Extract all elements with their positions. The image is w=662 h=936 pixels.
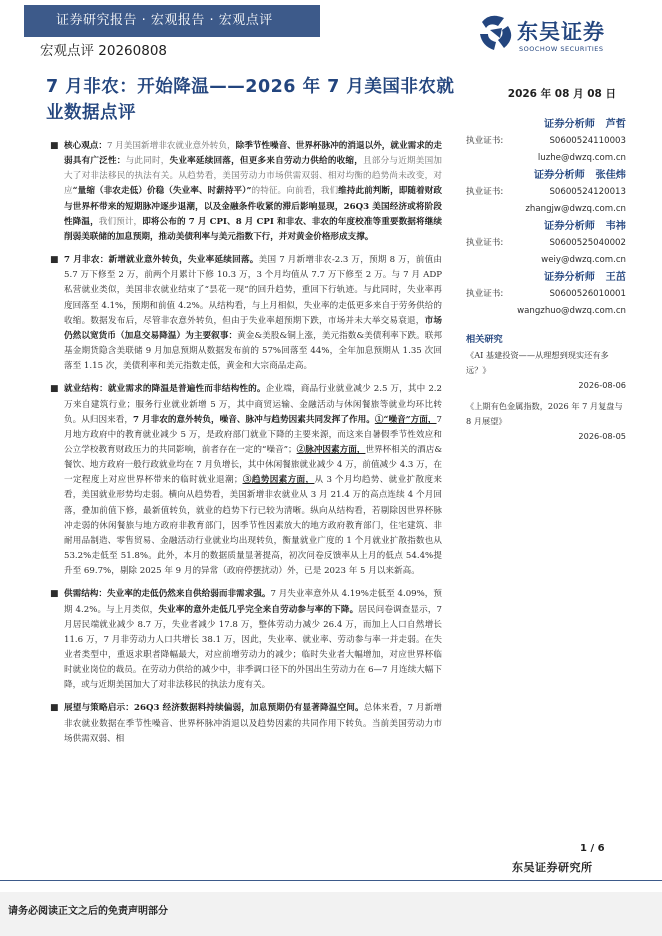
footer-disclaimer: 请务必阅读正文之后的免责声明部分 [0, 892, 662, 936]
para-bold: 即将公布的 7 月 CPI、8 月 CPI 和非农、非农的年度校准等重要数据将继续削弱美联储的加息预期，推动美债利率与美元指数下行，并对黄金价格形成支撑。 [64, 216, 442, 242]
cert-label: 执业证书: [466, 136, 504, 146]
analyst-role: 证券分析师 [544, 119, 595, 130]
side-column [466, 116, 626, 450]
cert-number: S0600525040002 [549, 238, 626, 248]
related-research-item[interactable]: 《上期有色金属指数，2026 年 7 月复盘与 8 月展望》 [466, 401, 623, 426]
para-bold: ②脉冲因素方面， [296, 444, 366, 455]
analyst-name: 张佳炜 [595, 170, 626, 181]
para-bold: 市场仍然以宽货币（加息交易降温）为主要叙事： [64, 315, 442, 341]
para-bold: 除季节性噪音、世界杯脉冲的消退以外，就业需求的走弱具有广泛性： [64, 141, 442, 167]
analyst-cert [466, 133, 626, 150]
analyst-heading [466, 218, 626, 235]
analyst-heading [466, 116, 626, 133]
analyst-email[interactable]: zhangjw@dwzq.com.cn [525, 204, 626, 214]
analyst-email[interactable]: wangzhuo@dwzq.com.cn [517, 306, 626, 316]
para-text: 总体来看，7 月新增非农就业数据在季节性噪音、世界杯脉冲消退以及趋势因素的共同作用下转负。当前美国劳动力市场供需双弱、相 [64, 703, 443, 744]
main-column [50, 139, 442, 755]
para-text: 世界杯相关的酒店&餐饮、地方政府一般行政就业均在 7 月负增长，其中休闲餐旅就业减少 4 万，前值减少 4.3 万，在一定程度上对应世界杯带来的临时就业退潮； [64, 444, 442, 486]
para-label: 供需结构：失业率的走低仍然来自供给弱而非需求强。 [64, 589, 271, 600]
company-logo [476, 10, 646, 70]
paragraph-july-nfp [50, 253, 442, 374]
square-bullet-icon: ■ [50, 589, 59, 600]
analyst-email[interactable]: weiy@dwzq.com.cn [541, 255, 626, 265]
report-title: 7 月非农：开始降温——2026 年 7 月美国非农就业数据点评 [46, 77, 455, 123]
related-research-date: 2026-08-06 [578, 380, 626, 390]
para-text: 居民问卷调查显示，7 月居民端就业减少 8.7 万，失业者减少 17.8 万，整体劳动力减少 26.4 万，而加上人口自然增长 11.6 万，7 月非劳动力人口共增长 38.1 万，因此，失业率、就业率、劳动参与率一并走弱。在失业者类型中，重返求职者降幅最大，对应前增劳动力的减少；临时失业者大幅增加，对应世界杯临时就业岗位的裁员。在劳动力供给的减少中，非季调口径下的外国出生劳动力在 6—7 月连续大幅下降，或与近期美国加大了对非法移民的执法力度有关。 [64, 604, 442, 691]
para-bold: 7 月非农的意外转负，噪音、脉冲与趋势因素共同发挥了作用。 [133, 414, 375, 425]
related-research-date: 2026-08-05 [578, 431, 626, 441]
para-text: 且部分与近期美国加大了对非法移民的执法有关。从趋势看，美国劳动力市场供需双弱、相对均衡的趋势尚未改变，对应 [64, 156, 442, 197]
cert-label: 执业证书: [466, 289, 504, 299]
para-label: 7 月非农：新增就业意外转负，失业率延续回落。 [64, 255, 259, 266]
analyst-cert [466, 286, 626, 303]
report-subcategory: 宏观点评 20260808 [40, 43, 168, 59]
cert-label: 执业证书: [466, 238, 504, 248]
analyst-heading [466, 269, 626, 286]
cert-label: 执业证书: [466, 187, 504, 197]
logo-english: SOOCHOW SECURITIES [519, 45, 604, 53]
analyst-card [466, 269, 626, 320]
cert-number: S0600526010001 [549, 289, 626, 299]
report-category-banner: 证券研究报告 · 宏观报告 · 宏观点评 [24, 5, 320, 37]
analyst-name: 芦哲 [605, 119, 626, 130]
analyst-cert [466, 184, 626, 201]
para-bold: 失业率的意外走低几乎完全来自劳动参与率的下降。 [158, 604, 359, 615]
related-research-title: 相关研究 [466, 334, 503, 345]
analyst-role: 证券分析师 [533, 170, 585, 181]
analyst-role: 证券分析师 [544, 272, 595, 283]
para-bold: 失业率延续回落，但更多来自劳动力供给的收缩， [169, 156, 364, 167]
para-bold: 维持此前判断，即随着财政与世界杯带来的短期脉冲逐步退潮，以及金融条件收紧的滞后影响显现，26Q3 美国经济或将阶段性降温， [64, 186, 442, 227]
para-text: 美国 7 月新增非农-2.3 万，预期 8 万，前值由 5.7 万下修至 2 万，前两个月累计下修 10.3 万，3 个月均值从 7.7 万下修至 2 万。与 7 月 ADP 私营就业类似，美国非农就业结束了“昙花一现”的回升趋势，重回下行轨迹。与此同时，失业率再度回落至 4.1%，预期和前值 4.2%。从结构看，与上月相似，失业率的走低更多来自于劳务供给的收缩。数据发布后，尽管非农意外转负，但由于失业率超预期下跌，市场并未大举交易衰退， [64, 255, 442, 326]
square-bullet-icon: ■ [50, 703, 59, 714]
para-label: 展望与策略启示：26Q3 经济数据料持续偏弱，加息预期仍有显著降温空间。 [64, 703, 364, 714]
square-bullet-icon: ■ [50, 384, 59, 395]
analyst-name: 王茁 [605, 272, 626, 283]
paragraph-core-view [50, 139, 442, 245]
paragraph-employment-structure [50, 382, 442, 579]
logo-name: 东吴证券 [517, 20, 605, 44]
analyst-cert [466, 235, 626, 252]
para-text: 从 3 个月均趋势、就业扩散度来看，美国就业形势均走弱。横向从趋势看，美国新增非农就业从 3 月 21.4 万的高点连续 4 个月回落，叠加前值下修，最新值转负，就业的趋势下行已较为清晰。纵向从结构看，若剔除因世界杯脉冲走弱的休闲餐旅与地方政府非教育部门，因季节性因素放大的地方政府教育部门，住宅建筑、非耐用品制造、零售贸易、金融活动行业就业均出现转负，衡量就业广度的 1 个月就业扩散指数也从 53.2%走低至 51.8%。此外，本月的数据质量显著提高，初次问卷反馈率从上月的低点 54.4%提升至 69.7%，剔除 2025 年 9 月的异常（政府停摆扰动）外，已是 2023 年 5 月以来新高。 [64, 475, 442, 577]
report-date: 2026 年 08 月 08 日 [507, 88, 616, 100]
para-text: 的特征。向前看，我们 [251, 186, 339, 197]
analyst-email[interactable]: luzhe@dwzq.com.cn [537, 153, 626, 163]
para-bold: ①“噪音”方面， [374, 414, 437, 425]
analyst-name: 韦祎 [605, 221, 626, 232]
para-bold: ③趋势因素方面， [242, 475, 315, 486]
para-text: 黄金&美股&铜上涨，美元指数&美债利率下跌。联邦基金期货隐含美联储 9 月加息预期从数据发布前的 57%回落至 44%，全年加息预期从 1.35 次回落至 1.15 次，美债利率和美元指数走低，黄金和大宗商品走高。 [64, 330, 442, 372]
square-bullet-icon: ■ [50, 255, 59, 266]
square-bullet-icon: ■ [50, 141, 59, 151]
para-text: 我们预计， [98, 216, 143, 227]
para-text: 企业端，商品行业就业减少 2.5 万，其中 2.2 万来自建筑行业；服务行业就业新增 5 万，其中商贸运输、金融活动与休闲餐旅等就业均环比转负。从归因来看， [64, 384, 442, 425]
analyst-role: 证券分析师 [544, 221, 595, 232]
cert-number: S0600524110003 [549, 136, 626, 146]
paragraph-supply-demand [50, 587, 442, 693]
analyst-heading [466, 167, 626, 184]
analyst-card [466, 218, 626, 269]
para-bold: “量缩（非农走低）价稳（失业率、时薪持平）” [72, 186, 252, 197]
paragraph-outlook [50, 701, 442, 746]
para-text: 7 月美国新增非农就业意外转负， [107, 141, 236, 151]
analyst-card [466, 116, 626, 167]
related-research-item[interactable]: 《AI 基建投资——从理想到现实还有多远？》 [466, 350, 609, 375]
para-text: 7 月地方政府中的教育就业减少 5 万，是政府部门就业下降的主要来源，而这来自暑假季节性效应和公立学校教育财政压力的共同影响，前者存在一定的“噪音”； [64, 414, 442, 455]
logo-mark-icon [476, 12, 514, 52]
para-label: 就业结构：就业需求的降温是普遍性而非结构性的。 [64, 384, 266, 395]
footer-organization: 东吴证券研究所 [512, 861, 593, 874]
para-text: 与此同时， [125, 156, 170, 167]
cert-number: S0600524120013 [549, 187, 626, 197]
para-label: 核心观点： [64, 141, 107, 151]
analyst-card [466, 167, 626, 218]
para-text: 7 月失业率意外从 4.19%走低至 4.09%，预期 4.2%。与上月类似， [64, 589, 442, 615]
page-number: 1 / 6 [580, 843, 605, 854]
footer-divider [0, 880, 662, 881]
